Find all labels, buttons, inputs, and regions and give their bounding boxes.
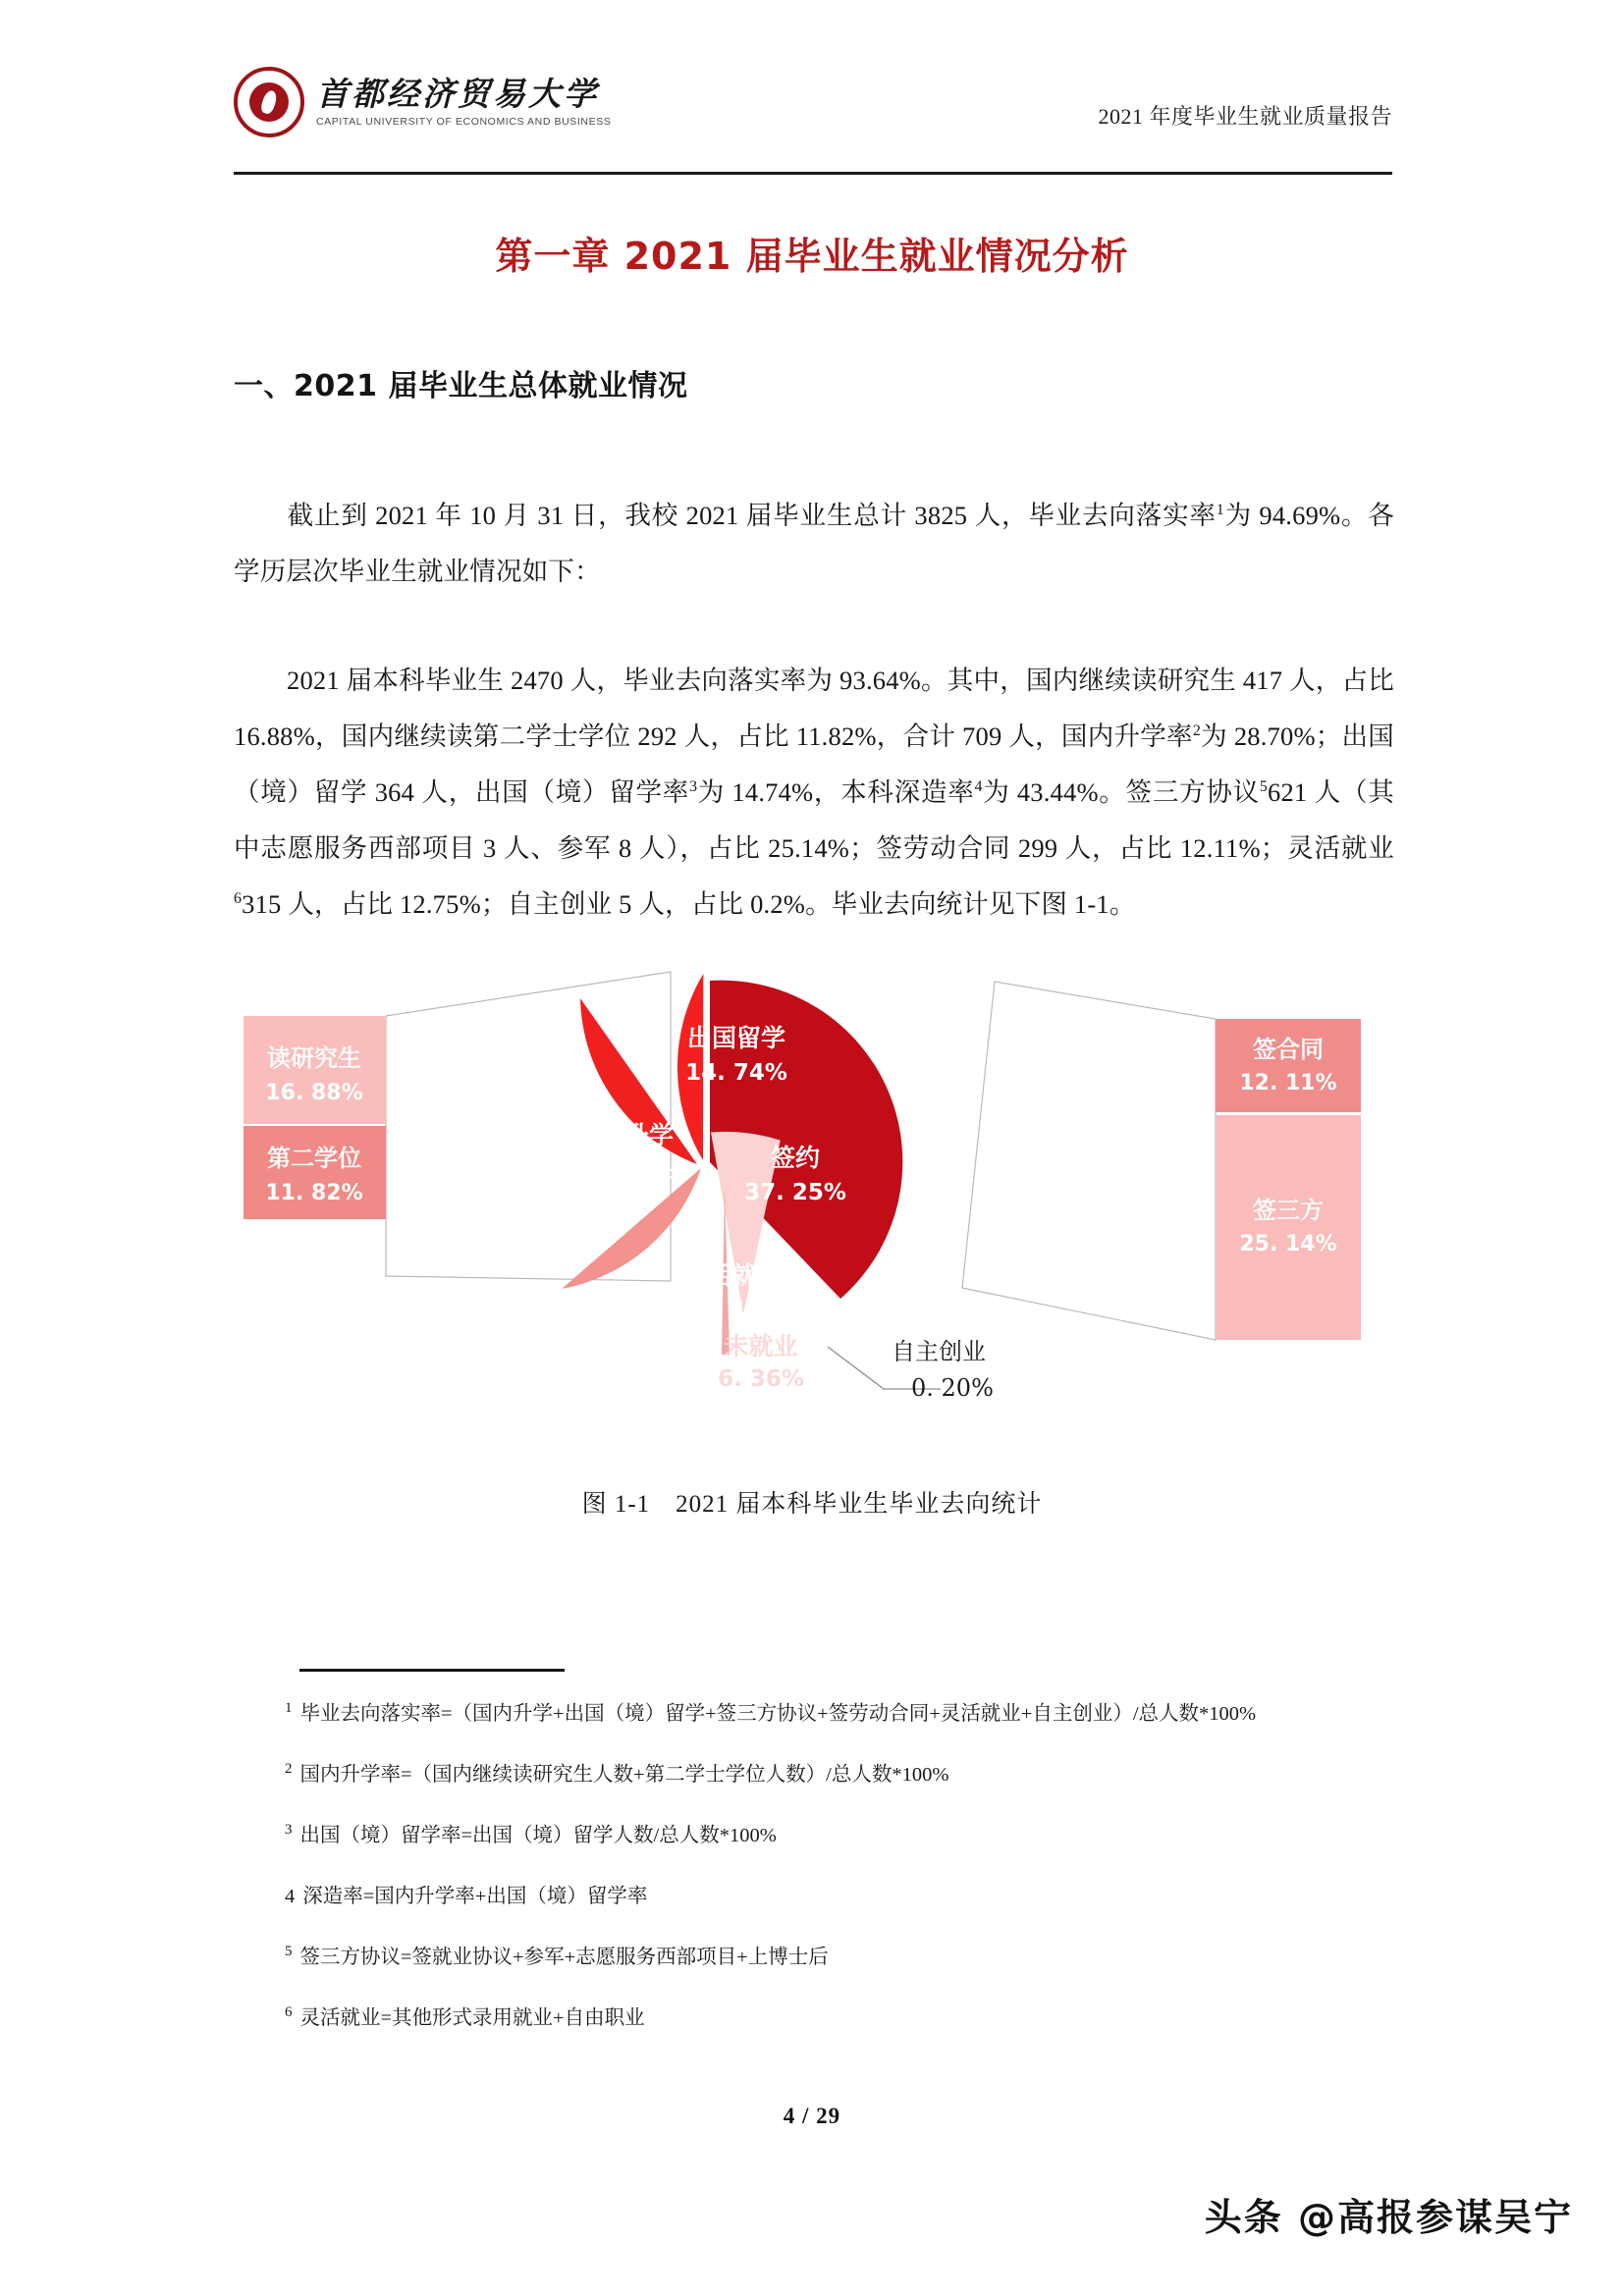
pie-label-chuguoliuxue-value: 14. 74% <box>685 1060 787 1086</box>
watermark: 头条 @高报参谋吴宁 <box>1204 2196 1573 2239</box>
footnote-separator <box>299 1669 565 1672</box>
paragraph-2-text-b: 为 28.70%；出国（境）留学 364 人，出国（境）留学率 <box>234 721 1394 807</box>
paragraph-2-text-f: 315 人，占比 12.75%；自主创业 5 人，占比 0.2%。毕业去向统计见下图 1-1。 <box>242 888 1136 919</box>
paragraph-2-text-a: 2021 届本科毕业生 2470 人，毕业去向落实率为 93.64%。其中，国内继续读研究生 417 人，占比 16.88%，国内继续读第二学士学位 292 人，占比 11.82%，合计 709 人，国内升学率 <box>234 665 1394 751</box>
footnote-ref-2: 2 <box>1192 721 1202 739</box>
breakout-left-item-1-name: 第二学位 <box>267 1145 361 1172</box>
footnote-item: 6 灵活就业=其他形式录用就业+自由职业 <box>285 2004 645 2029</box>
footnote-item: 3 出国（境）留学率=出国（境）留学人数/总人数*100% <box>285 1822 777 1846</box>
figure-caption-title: 2021 届本科毕业生毕业去向统计 <box>676 1491 1043 1518</box>
right-breakout-box-qianhetong <box>1216 1019 1361 1112</box>
breakout-left-item-0-name: 读研究生 <box>267 1044 361 1072</box>
footnote-text: 深造率=国内升学率+出国（境）留学率 <box>302 1886 648 1907</box>
breakout-left-item-0-value: 16. 88% <box>265 1081 363 1105</box>
paragraph-overview <box>234 488 1394 600</box>
paragraph-undergraduate <box>234 653 1394 933</box>
callout-label-zizhuchuangye-value: 0. 20% <box>911 1374 994 1402</box>
paragraph-2-text-e: 621 人（其中志愿服务西部项目 3 人、参军 8 人），占比 25.14%；签劳动合同 299 人，占比 12.11%；灵活就业 <box>234 776 1394 863</box>
footnote-text: 签三方协议=签就业协议+参军+志愿服务西部项目+上博士后 <box>299 1947 829 1968</box>
header-divider <box>234 172 1392 175</box>
running-head: 2021 年度毕业生就业质量报告 <box>1098 104 1392 129</box>
pie-label-guoneishengxue-value: 28. 70% <box>573 1158 676 1184</box>
pie-label-chuguoliuxue-name: 出国留学 <box>686 1024 786 1052</box>
paragraph-2-text-d: 为 43.44%。签三方协议 <box>982 776 1260 807</box>
paragraph-1-text-a: 截止到 2021 年 10 月 31 日，我校 2021 届毕业生总计 3825 人，毕业去向落实率 <box>287 500 1217 530</box>
paragraph-1-text-b: 为 94.69%。各学历层次毕业生就业情况如下： <box>234 500 1394 586</box>
paragraph-2-text-c: 为 14.74%，本科深造率 <box>697 776 975 807</box>
breakout-left-item-1-value: 11. 82% <box>265 1181 363 1205</box>
left-breakout-box-dierxuewei <box>244 1126 386 1219</box>
chapter-title: 第一章 2021 届毕业生就业情况分析 <box>495 235 1129 279</box>
footnote-text: 国内升学率=（国内继续读研究生人数+第二学士学位人数）/总人数*100% <box>299 1764 949 1786</box>
footnote-item: 2 国内升学率=（国内继续读研究生人数+第二学士学位人数）/总人数*100% <box>285 1761 949 1786</box>
figure-caption <box>0 1484 1624 1520</box>
page-number: 4 / 29 <box>783 2104 841 2128</box>
right-breakout-connector <box>962 982 1216 1340</box>
callout-label-zizhuchuangye-name: 自主创业 <box>892 1338 986 1365</box>
section-title: 一、2021 届毕业生总体就业情况 <box>234 368 688 403</box>
footnote-ref-4: 4 <box>974 777 983 795</box>
pie-label-linghuojiuye-value: 12. 75% <box>680 1298 783 1323</box>
breakout-right-item-0-value: 12. 11% <box>1239 1071 1337 1095</box>
footnote-ref-3: 3 <box>689 777 698 795</box>
pie-label-qianyue-value: 37. 25% <box>744 1180 846 1205</box>
footnote-ref-5: 5 <box>1259 777 1269 795</box>
page-header <box>234 59 1392 167</box>
footnote-text: 灵活就业=其他形式录用就业+自由职业 <box>299 2007 645 2029</box>
right-breakout-box-qiansanfang <box>1216 1115 1361 1340</box>
university-seal-icon <box>234 67 304 137</box>
pie-label-linghuojiuye-name: 灵活就业 <box>681 1261 782 1290</box>
footnote-list <box>234 1698 1394 2063</box>
footnote-text: 出国（境）留学率=出国（境）留学人数/总人数*100% <box>299 1825 777 1846</box>
footnote-item: 5 签三方协议=签就业协议+参军+志愿服务西部项目+上博士后 <box>285 1944 829 1968</box>
pie-label-weijiuye-value: 6. 36% <box>718 1366 804 1392</box>
pie-chart-svg <box>234 942 1394 1423</box>
footnote-item <box>234 1881 1394 1913</box>
pie-label-weijiuye-name: 未就业 <box>724 1332 798 1361</box>
footnote-ref-6: 6 <box>234 889 243 907</box>
breakout-right-item-1-value: 25. 14% <box>1239 1232 1337 1256</box>
pie-label-qianyue-name: 签约 <box>770 1144 821 1172</box>
breakout-right-item-0-name: 签合同 <box>1253 1036 1324 1063</box>
figure-1-1-chart <box>234 942 1394 1423</box>
university-logo <box>234 67 611 137</box>
left-breakout-box-dushuyanjiusheng <box>244 1016 386 1124</box>
university-name-en: CAPITAL UNIVERSITY OF ECONOMICS AND BUSINESS <box>316 116 612 129</box>
university-logo-text <box>316 74 612 129</box>
footnote-number: 4 <box>285 1886 296 1907</box>
breakout-right-item-1-name: 签三方 <box>1253 1197 1324 1224</box>
university-name-cn: 首都经济贸易大学 <box>316 74 599 113</box>
footnote-ref-1: 1 <box>1216 501 1224 518</box>
pie-label-guoneishengxue-name: 国内升学 <box>574 1121 675 1149</box>
footnote-item: 1 毕业去向落实率=（国内升学+出国（境）留学+签三方协议+签劳动合同+灵活就业+自主创业）/总人数*100% <box>285 1700 1257 1725</box>
figure-caption-number: 图 1-1 <box>581 1491 651 1518</box>
footnote-text: 毕业去向落实率=（国内升学+出国（境）留学+签三方协议+签劳动合同+灵活就业+自主创业）/总人数*100% <box>299 1703 1257 1725</box>
